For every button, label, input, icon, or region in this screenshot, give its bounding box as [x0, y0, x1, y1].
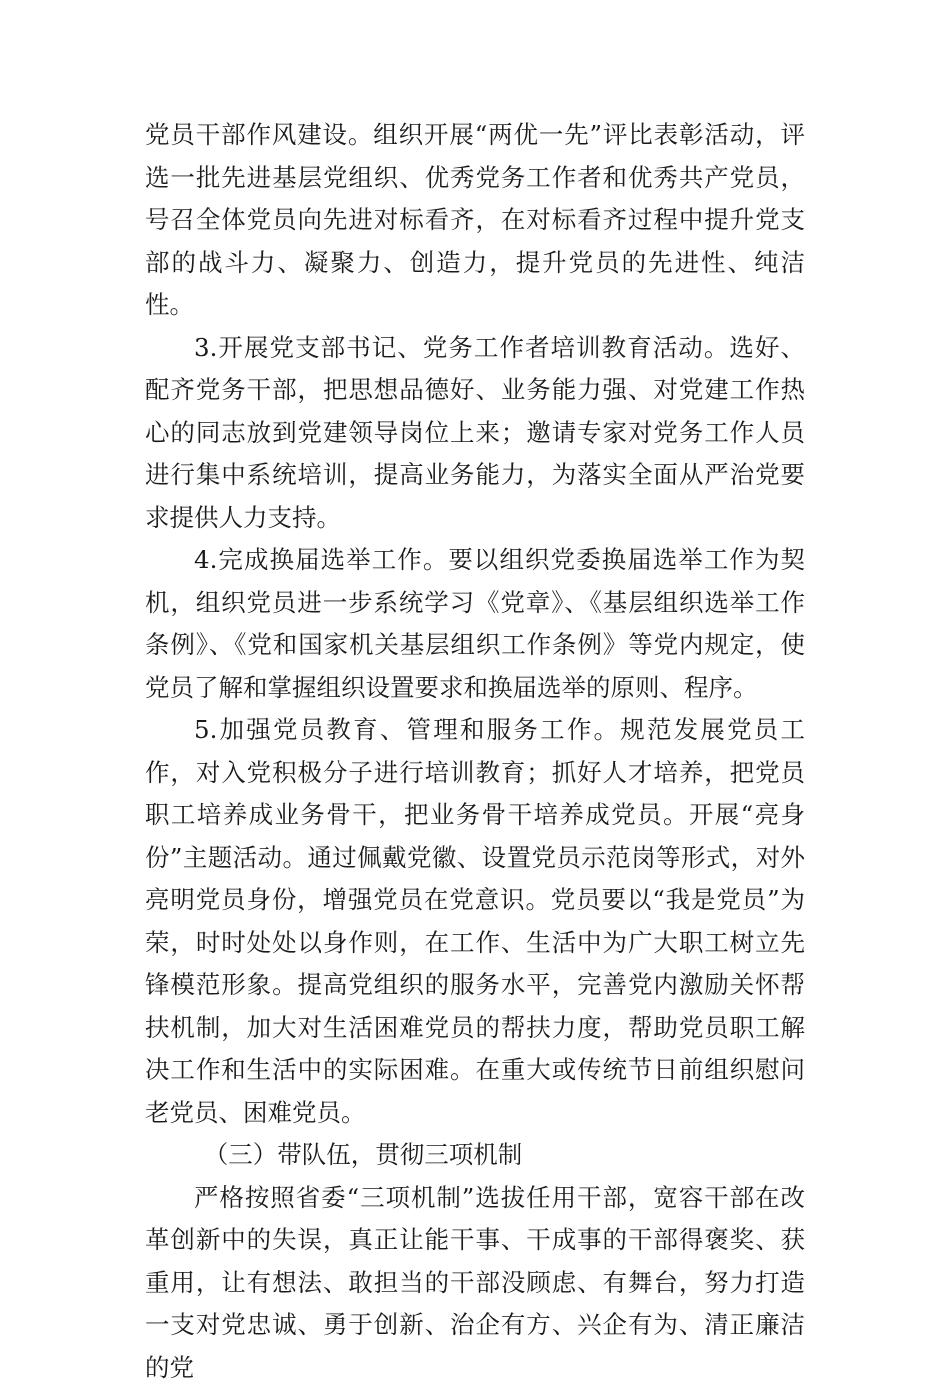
document-body [145, 114, 805, 1389]
paragraph-section-body: 严格按照省委“三项机制”选拔任用干部，宽容干部在改革创新中的失误，真正让能干事、干成事的干部得褒奖、获重用，让有想法、敢担当的干部没顾虑、有舞台，努力打造一支对党忠诚、勇于创新、治企有方、兴企有为、清正廉洁的党 [145, 1177, 805, 1389]
paragraph-item-3: 3.开展党支部书记、党务工作者培训教育活动。选好、配齐党务干部，把思想品德好、业务能力强、对党建工作热心的同志放到党建领导岗位上来；邀请专家对党务工作人员进行集中系统培训，提高业务能力，为落实全面从严治党要求提供人力支持。 [145, 327, 805, 540]
section-heading: （三）带队伍，贯彻三项机制 [145, 1134, 805, 1177]
paragraph-item-4: 4.完成换届选举工作。要以组织党委换届选举工作为契机，组织党员进一步系统学习《党章》、《基层组织选举工作条例》、《党和国家机关基层组织工作条例》等党内规定，使党员了解和掌握组织设置要求和换届选举的原则、程序。 [145, 539, 805, 709]
paragraph-continuation: 党员干部作风建设。组织开展“两优一先”评比表彰活动，评选一批先进基层党组织、优秀党务工作者和优秀共产党员，号召全体党员向先进对标看齐，在对标看齐过程中提升党支部的战斗力、凝聚力、创造力，提升党员的先进性、纯洁性。 [145, 114, 805, 327]
paragraph-item-5: 5.加强党员教育、管理和服务工作。规范发展党员工作，对入党积极分子进行培训教育；抓好人才培养，把党员职工培养成业务骨干，把业务骨干培养成党员。开展“亮身份”主题活动。通过佩戴党徽、设置党员示范岗等形式，对外亮明党员身份，增强党员在党意识。党员要以“我是党员”为荣，时时处处以身作则，在工作、生活中为广大职工树立先锋模范形象。提高党组织的服务水平，完善党内激励关怀帮扶机制，加大对生活困难党员的帮扶力度，帮助党员职工解决工作和生活中的实际困难。在重大或传统节日前组织慰问老党员、困难党员。 [145, 709, 805, 1134]
